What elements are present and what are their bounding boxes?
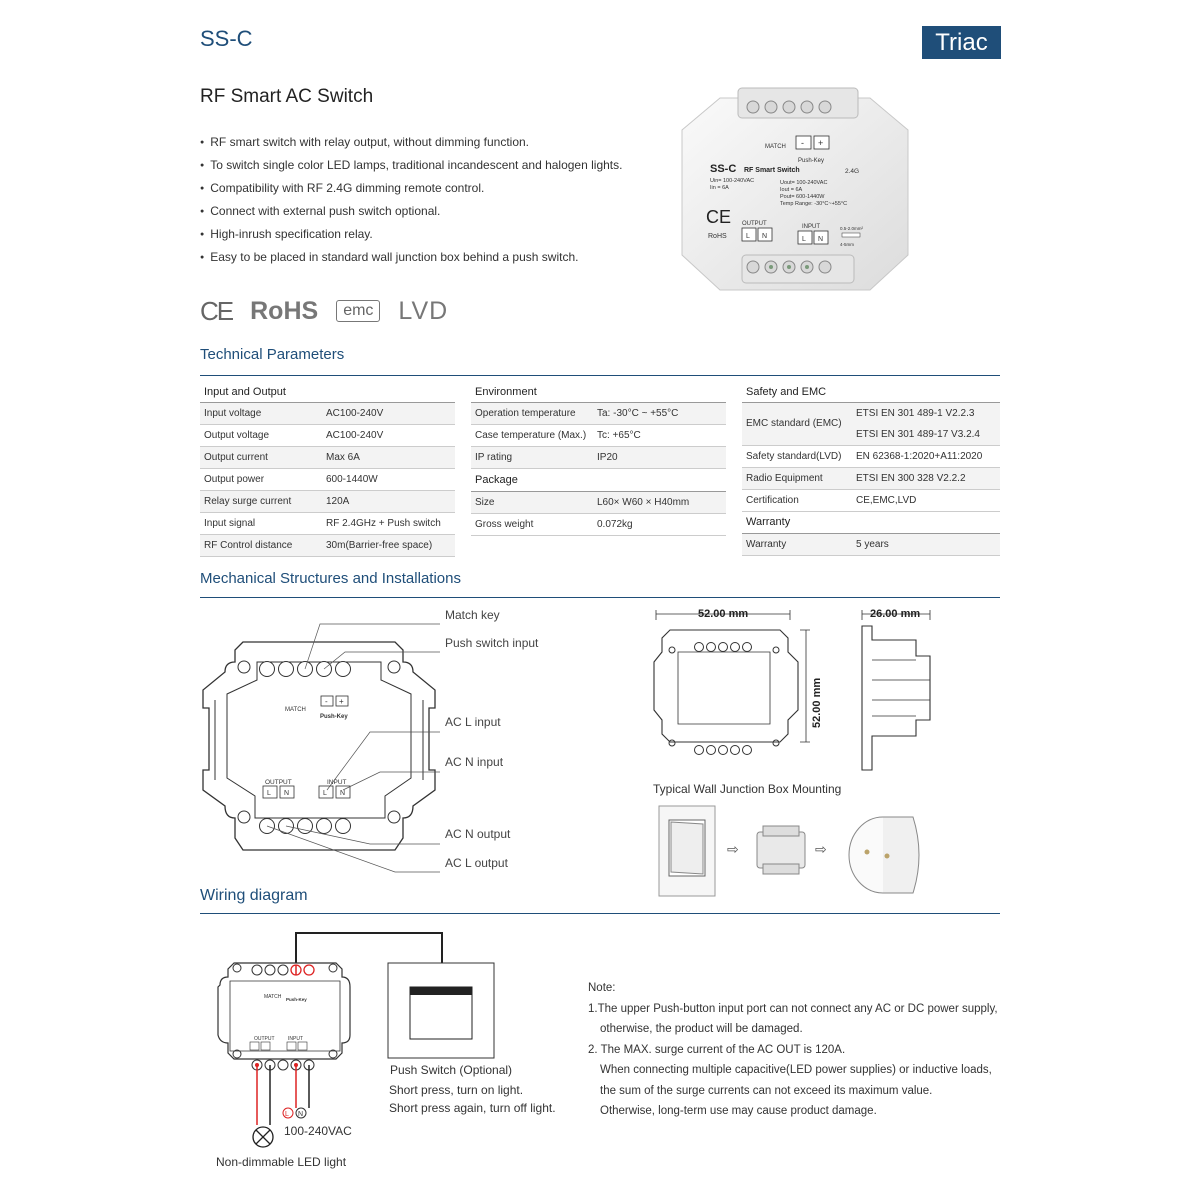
depth-dimension: 26.00 mm	[870, 608, 921, 620]
param-key: Relay surge current	[204, 496, 292, 507]
input-n: N	[340, 790, 346, 797]
table-row	[200, 491, 455, 513]
led-light-label: Non-dimmable LED light	[216, 1155, 347, 1169]
param-key: Radio Equipment	[746, 473, 823, 484]
input-n: N	[818, 236, 824, 243]
table-row	[200, 403, 455, 425]
width-dimension: 52.00 mm	[698, 608, 749, 620]
param-value: Tc: +65°C	[597, 430, 641, 441]
rohs-mark: RoHS	[708, 233, 727, 240]
mechanical-section-rule	[200, 597, 1000, 598]
product-photo	[680, 80, 910, 325]
freq-label: 2.4G	[845, 168, 860, 175]
push-switch-input-label: Push switch input	[445, 636, 539, 650]
wiring-section-rule	[200, 913, 1000, 914]
pout-label: Pout= 600-1440W	[780, 194, 825, 200]
param-key: Output current	[204, 452, 268, 463]
table-row	[200, 535, 455, 557]
param-value: ETSI EN 301 489-1 V2.2.3	[856, 408, 975, 419]
match-label: MATCH	[765, 144, 786, 150]
param-value: RF 2.4GHz + Push switch	[326, 518, 441, 529]
param-value: IP20	[597, 452, 618, 463]
ac-l-output-label: AC L output	[445, 856, 508, 870]
param-key: Gross weight	[475, 519, 534, 530]
table-row	[471, 514, 726, 536]
pushkey-label: Push-Key	[286, 997, 307, 1002]
match-key-label: Match key	[445, 608, 500, 622]
param-value: 600-1440W	[326, 474, 378, 485]
note-line: 2. The MAX. surge current of the AC OUT is 120A.	[588, 1043, 846, 1056]
param-key: Warranty	[746, 539, 787, 550]
param-key: EMC standard (EMC)	[746, 418, 842, 429]
param-value: L60× W60 × H40mm	[597, 497, 690, 508]
certification-logos	[200, 294, 448, 328]
ac-n-output-label: AC N output	[445, 827, 511, 841]
output-n: N	[284, 790, 290, 797]
output-label: OUTPUT	[254, 1036, 275, 1042]
pushkey-label: Push-Key	[798, 158, 825, 164]
output-l: L	[267, 790, 271, 797]
param-key: Output power	[204, 474, 265, 485]
feature-item: ● To switch single color LED lamps, traditional incandescent and halogen lights.	[200, 156, 622, 179]
emc-logo: emc	[336, 300, 380, 322]
param-key: Size	[475, 497, 495, 508]
param-value: ETSI EN 301 489-17 V3.2.4	[856, 429, 980, 440]
rohs-logo: RoHS	[250, 296, 319, 325]
tech-section-rule	[200, 375, 1000, 376]
arrow-icon: ⇨	[727, 841, 739, 857]
note-line: When connecting multiple capacitive(LED power supplies) or inductive loads,	[600, 1064, 992, 1076]
param-value: Ta: -30°C ~ +55°C	[597, 408, 679, 419]
product-subtitle: RF Smart AC Switch	[200, 86, 374, 107]
minus-label: -	[325, 697, 328, 706]
plus-label: +	[339, 697, 344, 706]
note-title: Note:	[588, 982, 616, 994]
arrow-icon: ⇨	[815, 841, 827, 857]
strip-length: 4-5mm	[840, 242, 855, 247]
iin-label: Iin = 6A	[710, 185, 729, 191]
feature-item: ● Connect with external push switch optional.	[200, 202, 622, 225]
environment-header: Environment	[471, 382, 726, 403]
table-row	[471, 492, 726, 514]
table-row	[471, 403, 726, 425]
param-value: EN 62368-1:2020+A11:2020	[856, 451, 983, 462]
param-key: IP rating	[475, 452, 513, 463]
param-value: 120A	[326, 496, 350, 507]
safety-table	[742, 382, 1000, 556]
param-value: ETSI EN 300 328 V2.2.2	[856, 473, 966, 484]
param-value: AC100-240V	[326, 408, 384, 419]
plus-label: +	[818, 138, 824, 148]
mounting-illustration	[655, 800, 955, 900]
pushkey-label: Push-Key	[320, 714, 348, 720]
device-name: RF Smart Switch	[744, 167, 800, 174]
match-label: MATCH	[285, 707, 306, 713]
table-row	[200, 425, 455, 447]
note-line: otherwise, the product will be damaged.	[600, 1023, 803, 1035]
iout-label: Iout = 6A	[780, 187, 803, 193]
param-value: 5 years	[856, 539, 889, 550]
lvd-logo: LVD	[398, 296, 449, 325]
table-row	[742, 534, 1000, 556]
table-row	[742, 468, 1000, 490]
io-table	[200, 382, 455, 557]
param-key: Safety standard(LVD)	[746, 451, 842, 462]
feature-list	[200, 133, 622, 271]
package-header: Package	[471, 470, 726, 492]
param-key: Case temperature (Max.)	[475, 430, 587, 441]
uout-label: Uout= 100-240VAC	[780, 180, 828, 186]
output-label: OUTPUT	[742, 221, 767, 227]
table-row	[471, 447, 726, 469]
wire-gauge: 0.5-2.0mm²	[840, 226, 864, 231]
table-row	[200, 513, 455, 535]
table-row	[200, 447, 455, 469]
note-line: 1.The upper Push-button input port can not connect any AC or DC power supply,	[588, 1002, 998, 1015]
feature-item: ● High-inrush specification relay.	[200, 225, 622, 248]
ac-l-input-label: AC L input	[445, 715, 501, 729]
neutral-marker: N	[298, 1111, 304, 1118]
note-line: Otherwise, long-term use may cause product damage.	[600, 1105, 877, 1117]
table-row	[200, 469, 455, 491]
note-block	[588, 978, 998, 1122]
voltage-label: 100-240VAC	[284, 1124, 352, 1138]
table-row	[742, 446, 1000, 468]
table-row	[742, 490, 1000, 512]
param-key: Certification	[746, 495, 799, 506]
match-label: MATCH	[264, 994, 282, 1000]
output-l: L	[746, 233, 750, 240]
minus-label: -	[801, 138, 804, 148]
table-row	[742, 403, 1000, 446]
feature-item: ● Compatibility with RF 2.4G dimming remote control.	[200, 179, 622, 202]
param-key: Input signal	[204, 518, 256, 529]
input-l: L	[323, 790, 327, 797]
param-key: Output voltage	[204, 430, 270, 441]
param-value: Max 6A	[326, 452, 360, 463]
ce-logo: CE	[200, 295, 233, 326]
input-label: INPUT	[327, 779, 347, 786]
short-press-label: Short press, turn on light.	[389, 1083, 524, 1097]
param-value: CE,EMC,LVD	[856, 495, 917, 506]
uin-label: Uin= 100-240VAC	[710, 178, 755, 184]
short-press-again-label: Short press again, turn off light.	[389, 1101, 556, 1115]
tech-section-title: Technical Parameters	[200, 346, 345, 363]
ce-mark: CE	[706, 207, 732, 227]
device-model: SS-C	[710, 163, 737, 175]
input-label: INPUT	[802, 224, 820, 230]
model-title: SS-C	[200, 26, 253, 51]
input-l: L	[802, 236, 806, 243]
mounting-caption: Typical Wall Junction Box Mounting	[653, 782, 842, 796]
live-marker: L	[285, 1111, 289, 1118]
param-key: Input voltage	[204, 408, 262, 419]
ac-n-input-label: AC N input	[445, 755, 504, 769]
environment-table	[471, 382, 726, 536]
param-key: Operation temperature	[475, 408, 576, 419]
wiring-diagram	[210, 925, 500, 1155]
feature-item: ● Easy to be placed in standard wall junction box behind a push switch.	[200, 248, 622, 271]
note-line: the sum of the surge currents can not exceed its maximum value.	[600, 1084, 933, 1097]
io-header: Input and Output	[200, 382, 455, 403]
mechanical-section-title: Mechanical Structures and Installations	[200, 570, 461, 587]
warranty-header: Warranty	[742, 512, 1000, 534]
temp-label: Temp Range: -30°C~+55°C	[780, 201, 848, 207]
wiring-section-title: Wiring diagram	[200, 887, 308, 904]
table-row	[471, 425, 726, 447]
param-value: 30m(Barrier-free space)	[326, 540, 433, 551]
feature-item: ● RF smart switch with relay output, without dimming function.	[200, 133, 622, 156]
height-dimension: 52.00 mm	[811, 677, 823, 728]
output-label: OUTPUT	[265, 779, 292, 786]
input-label: INPUT	[288, 1036, 303, 1042]
param-key: RF Control distance	[204, 540, 293, 551]
output-n: N	[762, 233, 768, 240]
param-value: 0.072kg	[597, 519, 633, 530]
push-switch-label: Push Switch (Optional)	[390, 1063, 513, 1077]
safety-header: Safety and EMC	[742, 382, 1000, 403]
dimension-drawing	[640, 600, 940, 780]
triac-badge: Triac	[922, 26, 1001, 59]
param-value: AC100-240V	[326, 430, 384, 441]
